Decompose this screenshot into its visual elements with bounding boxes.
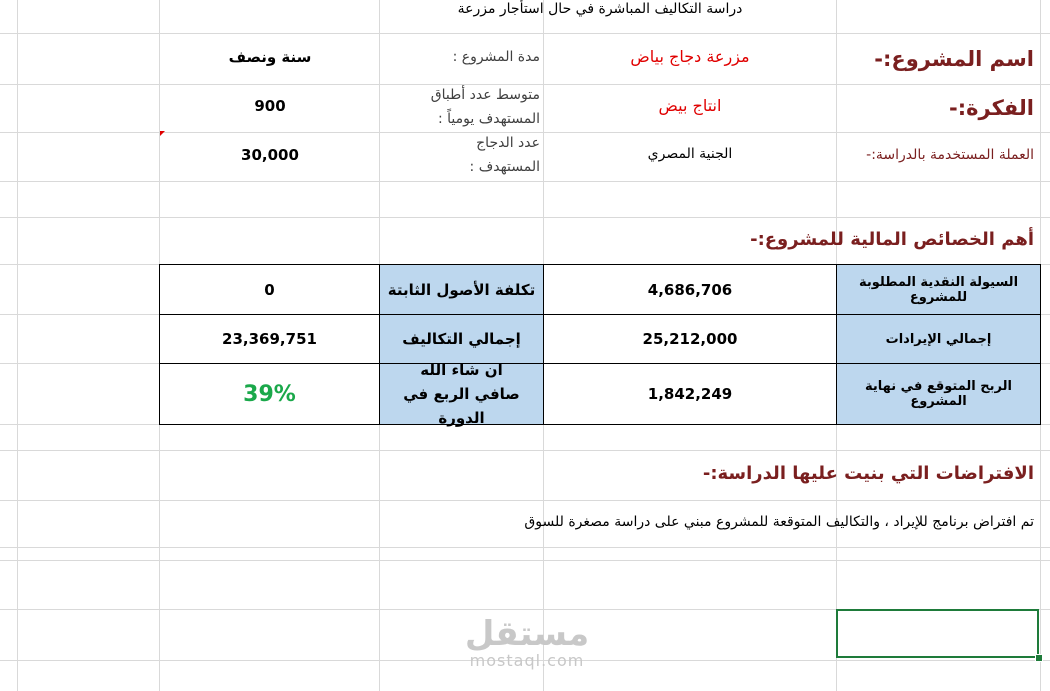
grid-row-line <box>0 560 1050 561</box>
fixed-assets-value[interactable]: 0 <box>159 264 380 315</box>
fixed-assets-label[interactable]: تكلفة الأصول الثابتة <box>379 264 544 315</box>
mostaql-watermark-logo <box>462 614 592 670</box>
grid-row-line <box>0 132 1050 133</box>
project-name-label[interactable]: اسم المشروع:- <box>874 47 1034 71</box>
chickens-label-line2[interactable]: المستهدف : <box>469 159 540 175</box>
net-profit-label[interactable] <box>379 363 544 425</box>
total-revenue-value[interactable]: 25,212,000 <box>543 314 837 364</box>
grid-row-line <box>0 33 1050 34</box>
financial-heading[interactable]: أهم الخصائص المالية للمشروع:- <box>750 229 1034 250</box>
avg-trays-label-line1[interactable]: متوسط عدد أطباق <box>430 87 540 103</box>
grid-row-line <box>0 84 1050 85</box>
comment-indicator-icon[interactable] <box>160 131 165 136</box>
avg-trays-label-line2[interactable]: المستهدف يومياً : <box>437 111 540 127</box>
assumptions-heading[interactable]: الافتراضات التي بنيت عليها الدراسة:- <box>702 463 1034 484</box>
project-duration-label[interactable]: مدة المشروع : <box>452 49 540 65</box>
grid-row-line <box>0 217 1050 218</box>
assumptions-text[interactable]: تم افتراض برنامج للإيراد ، والتكاليف المتوقعة للمشروع مبني على دراسة مصغرة للسوق <box>524 514 1034 530</box>
sheet-title[interactable]: دراسة التكاليف المباشرة في حال استأجار مزرعة <box>457 1 743 17</box>
expected-profit-value[interactable]: 1,842,249 <box>543 363 837 425</box>
fill-handle[interactable] <box>1035 654 1043 662</box>
net-profit-label-line2: صافي الربع في الدورة <box>403 385 520 427</box>
currency-value[interactable]: الجنية المصري <box>647 146 733 162</box>
idea-value[interactable]: انتاج بيض <box>658 96 722 115</box>
idea-label[interactable]: الفكرة:- <box>949 96 1034 120</box>
chickens-value[interactable]: 30,000 <box>241 146 299 164</box>
cash-liquidity-label[interactable]: السيولة النقدية المطلوبة للمشروع <box>836 264 1041 315</box>
cash-liquidity-value[interactable]: 4,686,706 <box>543 264 837 315</box>
project-duration-value[interactable]: سنة ونصف <box>228 48 312 66</box>
selected-cell[interactable] <box>836 609 1039 658</box>
grid-row-line <box>0 181 1050 182</box>
grid-col-line <box>17 0 18 691</box>
grid-row-line <box>0 547 1050 548</box>
total-costs-label[interactable]: إجمالي التكاليف <box>379 314 544 364</box>
net-profit-label-line1: ان شاء الله <box>420 361 503 379</box>
currency-label[interactable]: العملة المستخدمة بالدراسة:- <box>866 147 1034 163</box>
avg-trays-value[interactable]: 900 <box>254 97 286 115</box>
total-costs-value[interactable]: 23,369,751 <box>159 314 380 364</box>
watermark-latin: mostaql.com <box>469 651 585 670</box>
net-profit-percent[interactable]: 39% <box>159 363 380 425</box>
project-name-value[interactable]: مزرعة دجاج بياض <box>630 47 750 66</box>
chickens-label-line1[interactable]: عدد الدجاج <box>476 135 540 151</box>
grid-row-line <box>0 500 1050 501</box>
total-revenue-label[interactable]: إجمالي الإيرادات <box>836 314 1041 364</box>
expected-profit-label[interactable]: الربح المتوقع في نهاية المشروع <box>836 363 1041 425</box>
grid-row-line <box>0 450 1050 451</box>
watermark-arabic: مستقل <box>464 614 590 654</box>
